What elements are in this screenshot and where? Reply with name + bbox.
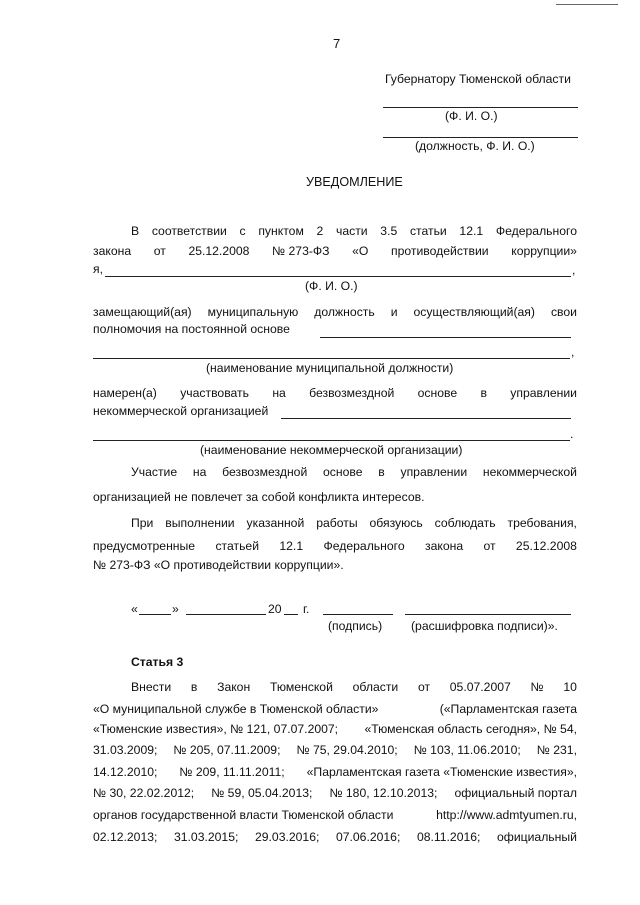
text-segment: № 103, 11.06.2010;: [413, 743, 521, 757]
article-line-4: [93, 743, 577, 757]
signature-caption: (подпись): [328, 619, 383, 633]
text-segment: «О муниципальной службе в Тюменской области»: [93, 702, 379, 716]
text-word: должность: [314, 305, 375, 319]
text-word: указанной: [246, 516, 305, 530]
text-segment: официальный портал: [454, 786, 577, 800]
text-segment: в: [190, 680, 198, 694]
text-segment: 31.03.2015;: [173, 830, 239, 844]
position-line-comma: ,: [571, 345, 575, 359]
organization-fill-line-2: [93, 440, 570, 441]
text-word: Участие: [131, 465, 178, 479]
date-year-prefix: 20: [268, 602, 282, 616]
text-word: безвозмездной: [309, 386, 395, 400]
text-word: части: [335, 224, 368, 238]
text-segment: органов государственной власти Тюменской области: [93, 808, 394, 822]
text-word: осуществляющий(ая): [413, 305, 535, 319]
notice-title: УВЕДОМЛЕНИЕ: [306, 175, 403, 189]
intro-prefix: я,: [93, 262, 103, 276]
text-word: работы: [316, 516, 358, 530]
intent-line-1: [93, 386, 577, 400]
text-segment: №: [530, 680, 544, 694]
organization-caption: (наименование некоммерческой организации): [200, 443, 463, 457]
text-segment: № 209, 11.11.2011;: [179, 765, 285, 779]
text-segment: 02.12.2013;: [93, 830, 158, 844]
text-word: соответствии: [151, 224, 227, 238]
text-word: замещающий(ая): [93, 305, 192, 319]
text-word: статьи: [409, 224, 447, 238]
text-word: В: [131, 224, 140, 238]
text-word: № 273-ФЗ: [272, 244, 330, 258]
position-fill-line-2: [93, 358, 570, 359]
text-segment: 31.03.2009;: [93, 743, 158, 757]
fio-caption: (Ф. И. О.): [305, 279, 358, 293]
article-line-2: [93, 702, 577, 716]
text-segment: 14.12.2010;: [93, 765, 158, 779]
text-word: основе: [417, 386, 458, 400]
position-line-1: [93, 305, 577, 319]
text-word: в: [480, 386, 487, 400]
text-segment: Тюменской: [269, 680, 333, 694]
article-line-8: [93, 830, 577, 844]
obligation-line-1: [131, 516, 577, 530]
text-word: 12.1: [459, 224, 484, 238]
text-segment: 08.11.2016;: [416, 830, 481, 844]
text-segment: 10: [563, 680, 577, 694]
intro-line-1: [131, 224, 577, 238]
text-word: управлении: [400, 465, 468, 479]
addressee-to: Губернатору Тюменской области: [385, 72, 571, 86]
text-segment: от: [417, 680, 431, 694]
text-word: обязуюсь: [369, 516, 423, 530]
top-edge-rule: [556, 4, 618, 5]
signature-decode-caption: (расшифровка подписи)».: [411, 619, 558, 633]
position-line-2: полномочия на постоянной основе: [93, 322, 290, 336]
text-word: от: [483, 539, 496, 553]
text-segment: Внести: [131, 680, 172, 694]
text-segment: № 30, 22.02.2012;: [93, 786, 195, 800]
text-segment: 29.03.2016;: [254, 830, 320, 844]
page-number: 7: [333, 36, 341, 51]
text-word: статьей: [215, 539, 260, 553]
date-day-line: [139, 614, 171, 615]
participation-line-1: [131, 465, 577, 479]
text-word: Федерального: [495, 224, 577, 238]
text-word: на: [272, 386, 286, 400]
date-month-line: [186, 614, 266, 615]
text-segment: «Тюменская область сегодня», № 54,: [364, 722, 577, 736]
text-word: требования,: [507, 516, 577, 530]
addressee-fio-caption: (Ф. И. О.): [445, 109, 498, 123]
obligation-line-3: № 273-ФЗ «О противодействии коррупции».: [93, 558, 344, 572]
text-word: соблюдать: [434, 516, 496, 530]
text-word: муниципальную: [207, 305, 299, 319]
text-word: и: [390, 305, 398, 319]
obligation-line-2: [93, 539, 577, 553]
text-word: закона: [93, 244, 132, 258]
text-word: коррупции»: [511, 244, 577, 258]
text-word: Федерального: [323, 539, 405, 553]
position-fill-line-1: [320, 337, 571, 338]
text-segment: 07.06.2016;: [335, 830, 401, 844]
text-segment: № 231,: [536, 743, 577, 757]
addressee-fio-line: [383, 107, 578, 108]
text-segment: официальный: [497, 830, 577, 844]
text-word: пунктом: [258, 224, 304, 238]
text-segment: № 75, 29.04.2010;: [296, 743, 398, 757]
date-quote-open: «: [131, 602, 138, 616]
article-line-6: [93, 786, 577, 800]
signature-decode-line: [405, 614, 571, 615]
text-word: 12.1: [279, 539, 304, 553]
text-word: закона: [424, 539, 464, 553]
addressee-position-caption: (должность, Ф. И. О.): [415, 139, 535, 153]
text-word: предусмотренные: [93, 539, 196, 553]
fio-fill-line: [105, 276, 571, 277]
date-quote-close: »: [172, 602, 179, 616]
text-word: безвозмездной: [222, 465, 308, 479]
text-word: с: [239, 224, 246, 238]
text-segment: № 59, 05.04.2013;: [211, 786, 313, 800]
text-word: При: [131, 516, 154, 530]
fio-line-comma: ,: [572, 263, 576, 277]
text-segment: области: [352, 680, 399, 694]
article-line-3: [93, 722, 577, 736]
text-word: 3.5: [380, 224, 398, 238]
intro-line-2: [93, 244, 577, 258]
text-word: на: [192, 465, 207, 479]
organization-fill-line-1: [281, 418, 571, 419]
text-segment: «Парламентская газета «Тюменские известия»,: [306, 765, 577, 779]
text-segment: Закон: [217, 680, 251, 694]
addressee-position-line: [383, 137, 578, 138]
article-heading: Статья 3: [131, 655, 184, 669]
text-word: противодействии: [391, 244, 489, 258]
text-word: основе: [323, 465, 363, 479]
text-segment: «Тюменские известия», № 121, 07.07.2007;: [93, 722, 339, 736]
text-word: свои: [550, 305, 577, 319]
organization-line-period: .: [570, 427, 574, 441]
date-year-line: [284, 614, 298, 615]
text-word: 2: [316, 224, 324, 238]
position-caption: (наименование муниципальной должности): [206, 361, 454, 375]
text-word: от: [153, 244, 166, 258]
text-segment: http://www.admtyumen.ru,: [436, 808, 577, 822]
article-line-5: [93, 765, 577, 779]
article-line-7: [93, 808, 577, 822]
text-word: намерен(а): [93, 386, 157, 400]
text-word: «О: [352, 244, 369, 258]
signature-line: [323, 614, 393, 615]
text-segment: № 180, 12.10.2013;: [329, 786, 438, 800]
text-segment: № 205, 07.11.2009;: [173, 743, 281, 757]
article-line-1: [131, 680, 577, 694]
participation-line-2: организацией не повлечет за собой конфликта интересов.: [93, 490, 425, 504]
text-word: управлении: [510, 386, 577, 400]
text-word: некоммерческой: [482, 465, 577, 479]
text-word: участвовать: [180, 386, 249, 400]
intent-line-2: некоммерческой организацией: [93, 404, 269, 418]
text-segment: («Парламентская газета: [439, 702, 577, 716]
text-word: 25.12.2008: [515, 539, 577, 553]
text-word: 25.12.2008: [188, 244, 250, 258]
text-word: выполнении: [165, 516, 235, 530]
date-year-suffix: г.: [303, 602, 310, 616]
text-word: в: [378, 465, 385, 479]
text-segment: 05.07.2007: [449, 680, 511, 694]
